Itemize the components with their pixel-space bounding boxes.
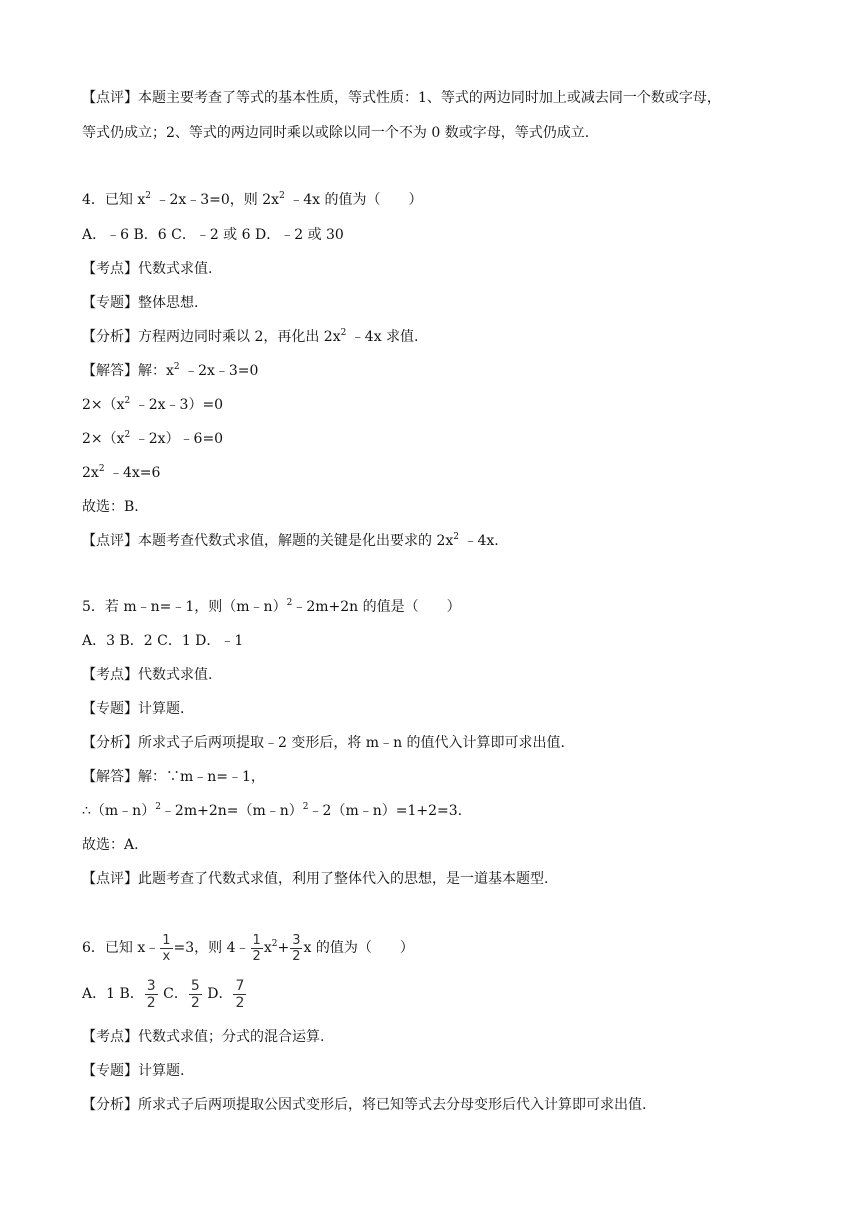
q4-dianping xyxy=(82,532,499,550)
q4-options: A．﹣6 B．6 C．﹣2 或 6 D．﹣2 或 30 xyxy=(82,227,344,243)
q4-stem xyxy=(82,191,423,209)
q5-options: A．3 B．2 C．1 D．﹣1 xyxy=(82,633,244,649)
q6-frac-1-over-2 xyxy=(251,933,263,964)
q6-stem-sup: 2 xyxy=(271,939,278,949)
q5-jieda-2b: ﹣2m+2n=（m﹣n） xyxy=(160,803,303,819)
q6-stem-d: + xyxy=(277,940,290,956)
q4-kaodian xyxy=(82,260,212,278)
q6-frac-1x-num: 1 xyxy=(162,932,171,948)
q5-jieda-2-sup1: 2 xyxy=(155,802,161,812)
q5-zhuanti: 【专题】计算题. xyxy=(82,701,185,717)
q5-stem xyxy=(82,598,461,616)
q4-dianping-sup: 2 xyxy=(453,532,459,542)
q4-jieda-1-sup: 2 xyxy=(173,362,180,372)
q6-option-c-fraction xyxy=(189,978,202,1011)
q6-options xyxy=(82,976,247,1012)
comment-line-1: 【点评】本题主要考查了等式的基本性质，等式性质：1、等式的两边同时加上或减去同一个数或字母， xyxy=(82,90,721,106)
q4-jieda-2a: 2×（x xyxy=(82,397,125,413)
q6-frac-1-over-x xyxy=(160,933,172,964)
q6-fenxi: 【分析】所求式子后两项提取公因式变形后，将已知等式去分母变形后代入计算即可求出值. xyxy=(82,1097,647,1113)
q6-opt-a: A．1 B． xyxy=(82,986,144,1002)
q6-option-b-fraction xyxy=(145,978,158,1011)
q4-jieda-4a: 2x xyxy=(82,465,99,481)
q6-frac-32-den: 2 xyxy=(292,948,301,964)
q5-jieda-2a: ∴（m﹣n） xyxy=(82,803,156,819)
q4-jieda-4 xyxy=(82,464,160,482)
q5-stem-a: 5．若 m﹣n=﹣1，则（m﹣n） xyxy=(82,599,287,615)
q5-jieda-1: 【解答】解：∵m﹣n=﹣1， xyxy=(82,769,265,785)
q6-stem-c: x xyxy=(263,940,272,956)
q6-opt-c-den: 2 xyxy=(190,994,200,1011)
q6-zhuanti: 【专题】计算题. xyxy=(82,1063,185,1079)
q6-stem xyxy=(82,930,414,966)
q4-jieda-3 xyxy=(82,430,223,448)
q4-stem-a: 4．已知 x xyxy=(82,192,146,208)
q6-stem-b: =3，则 4﹣ xyxy=(173,940,250,956)
q4-zhuanti: 【专题】整体思想. xyxy=(82,295,199,311)
q4-jieda-3a: 2×（x xyxy=(82,431,125,447)
q5-dianping: 【点评】此题考查了代数式求值，利用了整体代入的思想，是一道基本题型. xyxy=(82,871,549,887)
q4-fenxi-b: ﹣4x 求值. xyxy=(346,329,419,345)
q6-opt-b: C． xyxy=(158,986,188,1002)
q4-stem-sup2: 2 xyxy=(279,191,285,201)
q6-opt-b-num: 3 xyxy=(146,977,156,994)
q4-kaodian-text: 【考点】代数式求值. xyxy=(82,261,213,277)
q4-dianping-b: ﹣4x. xyxy=(459,533,499,549)
q5-guxuan: 故选：A. xyxy=(82,837,139,853)
q4-jieda-2-sup: 2 xyxy=(124,396,131,406)
q6-frac-32-num: 3 xyxy=(292,932,301,948)
comment-line-2: 等式仍成立；2、等式的两边同时乘以或除以同一个不为 0 数或字母，等式仍成立. xyxy=(82,125,590,141)
q4-stem-b: ﹣2x﹣3=0，则 2x xyxy=(151,192,280,208)
q4-stem-sup1: 2 xyxy=(145,191,151,201)
q4-jieda-2b: ﹣2x﹣3）=0 xyxy=(130,397,224,413)
q4-stem-c: ﹣4x 的值为（ ） xyxy=(284,192,423,208)
q6-frac-12-den: 2 xyxy=(252,948,261,964)
q6-opt-d-den: 2 xyxy=(235,994,245,1011)
q4-jieda-1 xyxy=(82,362,258,380)
q5-jieda-2-sup2: 2 xyxy=(302,802,309,812)
q6-opt-d-num: 7 xyxy=(235,977,245,994)
q4-jieda-3-sup: 2 xyxy=(124,430,131,440)
q6-opt-b-den: 2 xyxy=(146,994,156,1011)
q6-kaodian: 【考点】代数式求值；分式的混合运算. xyxy=(82,1029,325,1045)
q4-jieda-1b: ﹣2x﹣3=0 xyxy=(179,363,259,379)
q5-jieda-2c: ﹣2（m﹣n）=1+2=3. xyxy=(308,803,463,819)
q5-jieda-2 xyxy=(82,802,462,820)
q6-frac-12-num: 1 xyxy=(252,932,261,948)
q4-dianping-a: 【点评】本题考查代数式求值，解题的关键是化出要求的 2x xyxy=(82,533,454,549)
q5-stem-sup: 2 xyxy=(286,598,293,608)
q6-stem-e: x 的值为（ ） xyxy=(303,940,414,956)
q4-fenxi-sup: 2 xyxy=(340,328,347,338)
q6-frac-3-over-2 xyxy=(290,933,302,964)
q6-option-d-fraction xyxy=(233,978,246,1011)
q4-jieda-1a: 【解答】解：x xyxy=(82,363,174,379)
q4-jieda-3b: ﹣2x）﹣6=0 xyxy=(130,431,224,447)
q5-kaodian: 【考点】代数式求值. xyxy=(82,667,213,683)
q5-fenxi: 【分析】所求式子后两项提取﹣2 变形后，将 m﹣n 的值代入计算即可求出值. xyxy=(82,735,565,751)
q4-jieda-4-sup: 2 xyxy=(98,464,105,474)
q5-stem-b: ﹣2m+2n 的值是（ ） xyxy=(292,599,461,615)
q6-opt-c: D． xyxy=(202,986,233,1002)
q4-jieda-4b: ﹣4x=6 xyxy=(104,465,161,481)
q4-guxuan: 故选：B. xyxy=(82,499,139,515)
q4-jieda-2 xyxy=(82,396,223,414)
q6-frac-1x-den: x xyxy=(162,948,171,964)
q6-opt-c-num: 5 xyxy=(190,977,200,994)
q4-fenxi-a: 【分析】方程两边同时乘以 2，再化出 2x xyxy=(82,329,341,345)
q4-fenxi xyxy=(82,328,419,346)
q6-stem-a: 6．已知 x﹣ xyxy=(82,940,160,956)
